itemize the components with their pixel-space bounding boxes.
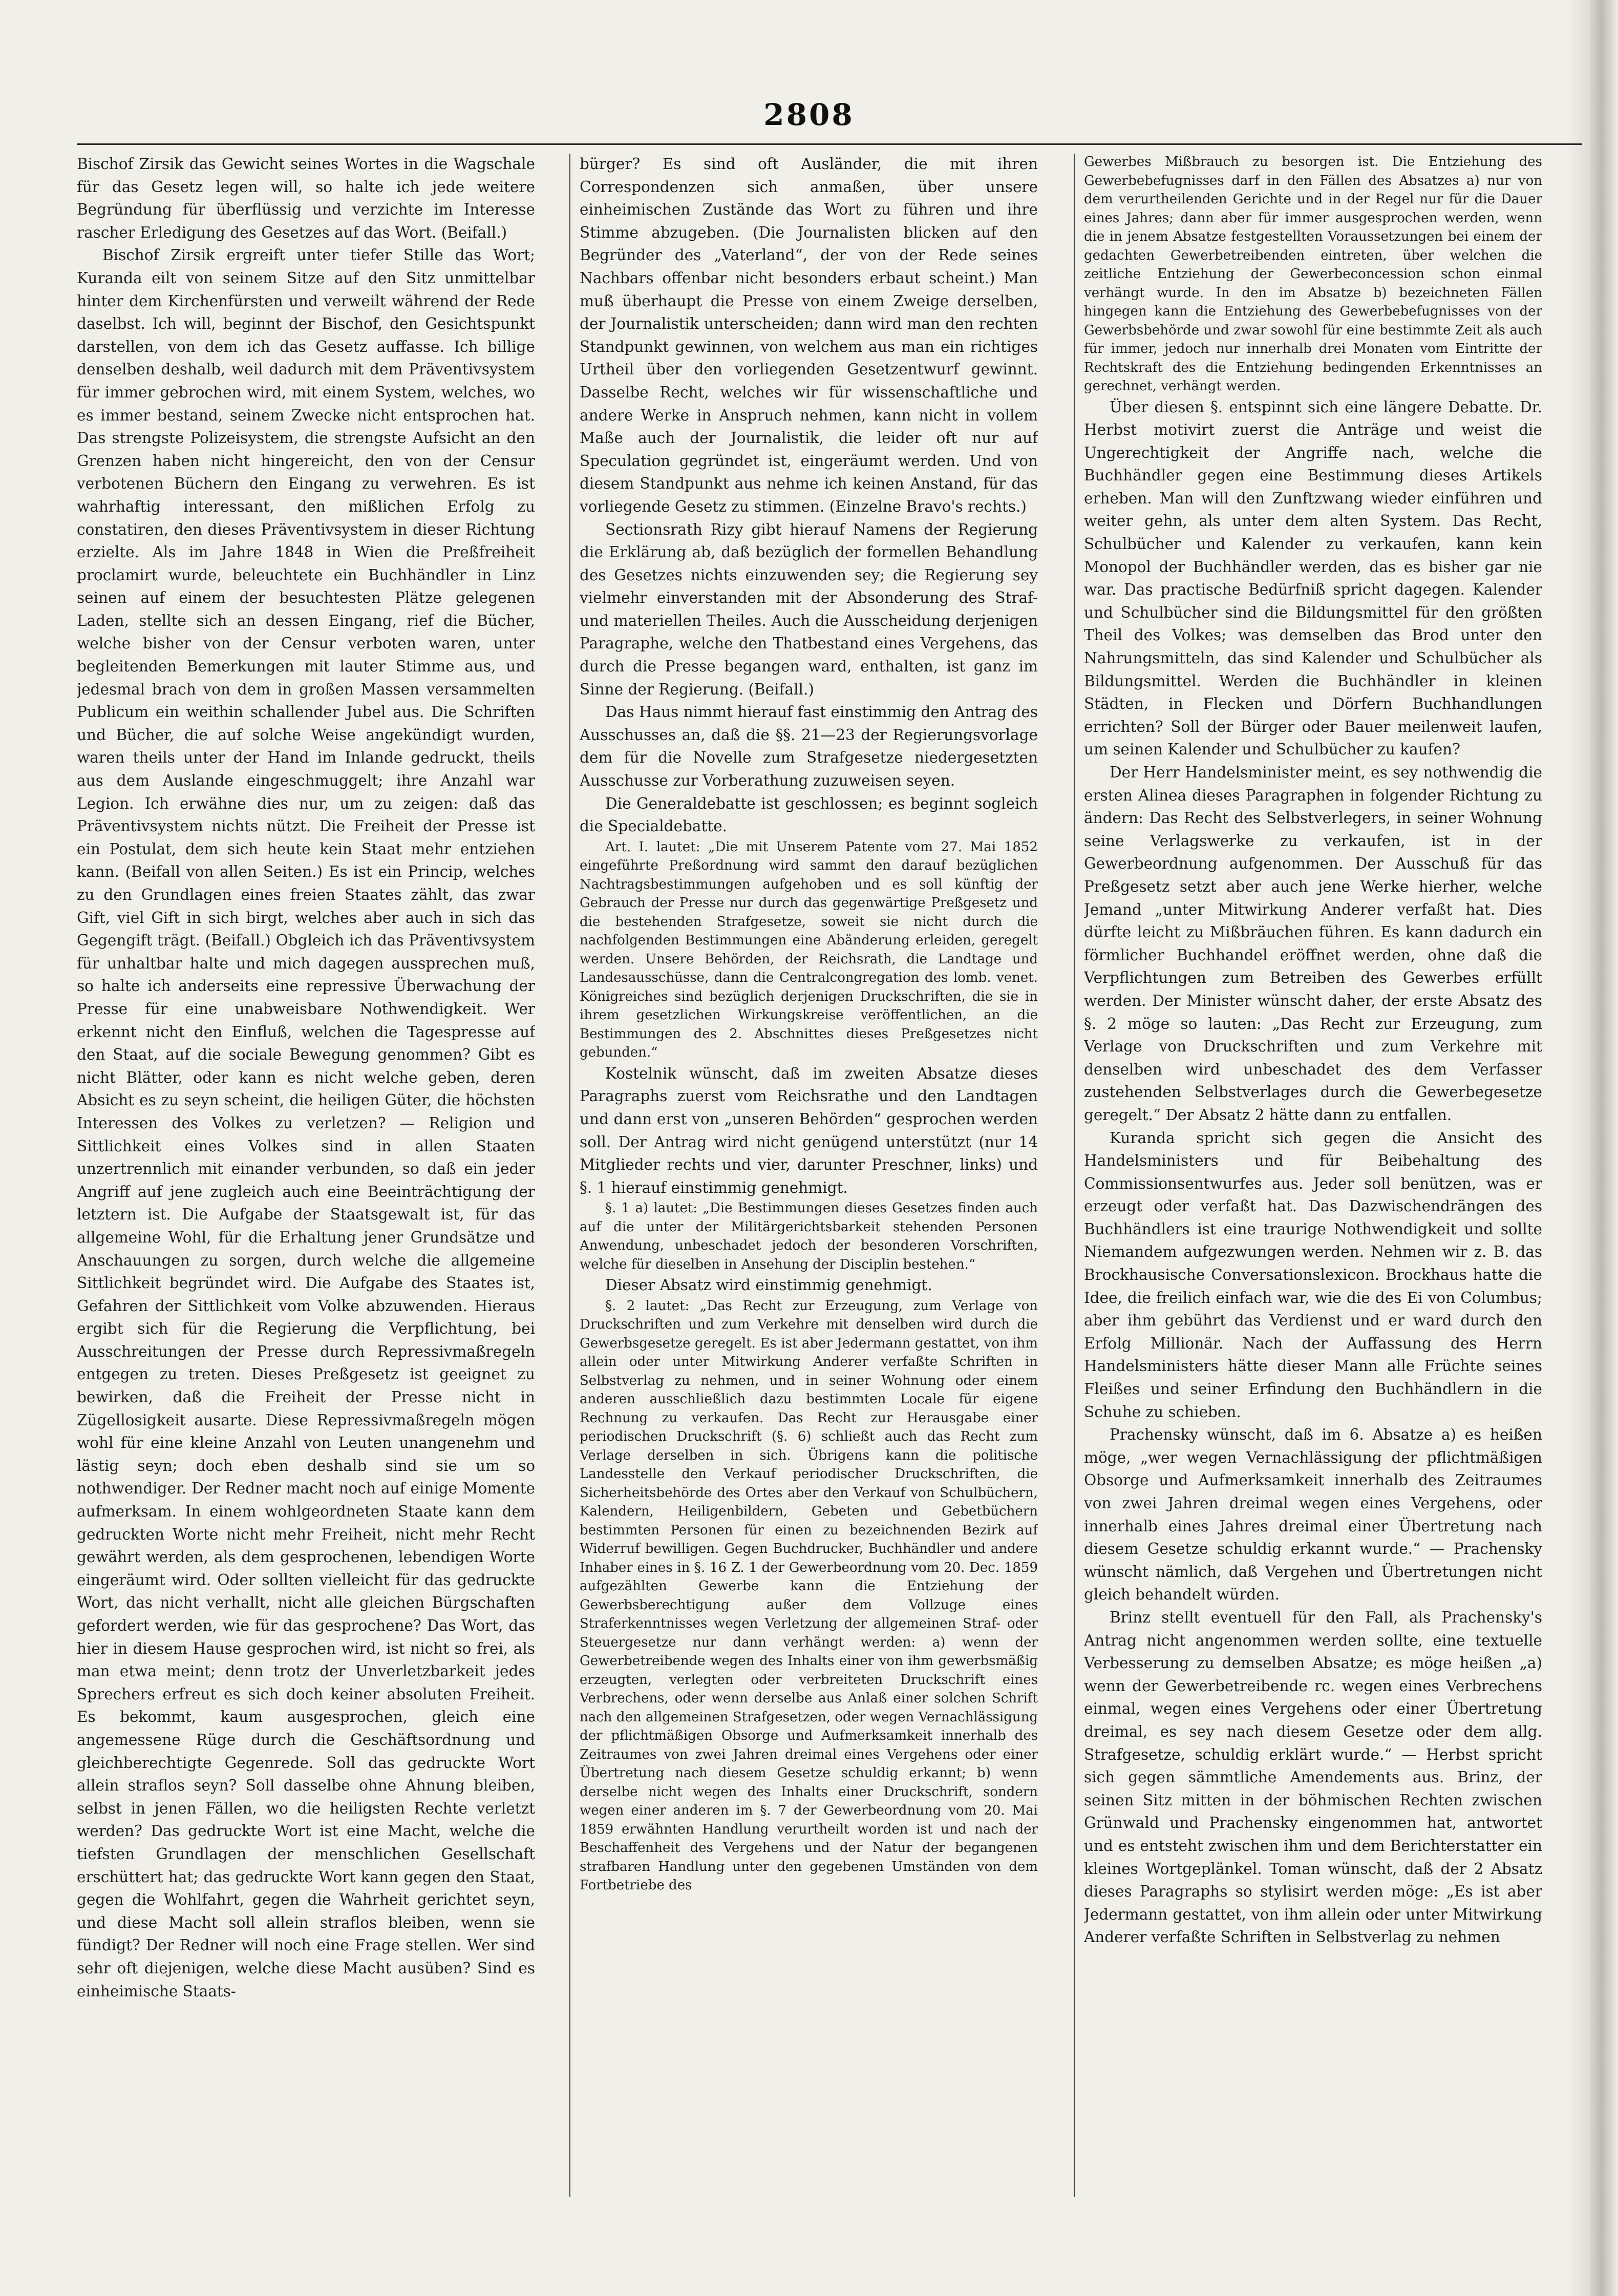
book-spine [1590,0,1618,2296]
column-2-paragraph-7: §. 1 a) lautet: „Die Bestimmungen dieses Gesetzes finden auch auf die unter der Militärgerichtsbarkeit stehenden Personen Anwendung, unbeschadet jedoch der besonderen Vorschriften, welche für dieselben in Ansehung der Disciplin bestehen.“ [580,1200,1038,1272]
column-2 [580,153,1038,2201]
column-3-paragraph-5: Prachensky wünscht, daß im 6. Absatze a) es heißen möge, „wer wegen Vernachlässigung der pflichtmäßigen Obsorge und Aufmerksamkeit innerhalb des Zeitraumes von zwei Jahren dreimal wegen eines Vergehens, oder innerhalb eines Jahres dreimal einer Übertretung nach diesem Gesetze schuldig erkannt wurde.“ — Prachensky wünscht nämlich, daß Vergehen und Übertretungen nicht gleich behandelt würden. [1084,1426,1542,1604]
column-2-paragraph-9: §. 2 lautet: „Das Recht zur Erzeugung, zum Verlage von Druckschriften und zum Verkehre mit denselben wird durch die Gewerbsgesetze geregelt. Es ist aber Jedermann gestattet, von ihm allein oder unter Mitwirkung Anderer verfaßte Schriften in Selbstverlag zu nehmen, und in seiner Wohnung oder einem anderen ausschließlich dazu bestimmten Locale für eigene Rechnung zu verkaufen. Das Recht zur Herausgabe einer periodischen Druckschrift (§. 6) schließt auch das Recht zum Verlage derselben in sich. Übrigens kann die politische Landesstelle den Verkauf periodischer Druckschriften, die Sicherheitsbehörde des Ortes aber den Verkauf von Schulbüchern, Kalendern, Heiligenbildern, Gebeten und Gebetbüchern bestimmten Personen für einen zu bezeichnenden Bezirk auf Widerruf bewilligen. Gegen Buchdrucker, Buchhändler und andere Inhaber eines in §. 16 Z. 1 der Gewerbeordnung vom 20. Dec. 1859 aufgezählten Gewerbe kann die Entziehung der Gewerbsberechtigung außer dem Vollzuge eines Straferkenntnisses wegen Verletzung der allgemeinen Straf- oder Steuergesetze nur dann verhängt werden: a) wenn der Gewerbetreibende wegen des Inhalts einer von ihm gewerbsmäßig erzeugten, verlegten oder verbreiteten Druckschrift eines Verbrechens, oder wenn derselbe aus Anlaß einer solchen Schrift nach den allgemeinen Strafgesetzen, oder wegen Vernachlässigung der pflichtmäßigen Obsorge und Aufmerksamkeit innerhalb des Zeitraumes von zwei Jahren dreimal eines Vergehens oder einer Übertretung nach diesem Gesetze schuldig erkannt; b) wenn derselbe nicht wegen des Inhalts einer Druckschrift, sondern wegen einer anderen im §. 7 der Gewerbeordnung vom 20. Mai 1859 erwähnten Handlung verurtheilt worden ist und nach der Beschaffenheit des Vergehens und der Natur der begangenen strafbaren Handlung unter den gegebenen Umständen von dem Fortbetriebe des [580,1298,1038,1893]
column-2-paragraph-6: Kostelnik wünscht, daß im zweiten Absatze dieses Paragraphs zuerst vom Reichsrathe und den Landtagen und dann erst von „unseren Behörden“ gesprochen werden soll. Der Antrag wird nicht genügend unterstützt (nur 14 Mitglieder rechts und vier, darunter Preschner, links) und §. 1 hierauf einstimmig genehmigt. [580,1064,1038,1196]
column-1-paragraph-1: Bischof Zirsik das Gewicht seines Wortes in die Wagschale für das Gesetz legen will, so halte ich jede weitere Begründung für überflüssig und verzichte im Interesse rascher Erledigung des Gesetzes auf das Wort. (Beifall.) [77,155,535,241]
column-3-paragraph-3: Der Herr Handelsminister meint, es sey nothwendig die ersten Alinea dieses Paragraphen in folgender Richtung zu ändern: Das Recht des Selbstverlegers, in seiner Wohnung seine Verlagswerke zu verkaufen, ist in der Gewerbeordnung aufgenommen. Der Ausschuß für das Preßgesetz setzt aber auch jene Werke hierher, welche Jemand „unter Mitwirkung Anderer verfaßt hat. Dies dürfte leicht zu Mißbräuchen führen. Es kann dadurch ein förmlicher Buchhandel eröffnet werden, ohne daß die Verpflichtungen zum Betreiben des Gewerbes erfüllt werden. Der Minister wünscht daher, der erste Absatz des §. 2 möge so lauten: „Das Recht zur Erzeugung, zum Verlage von Druckschriften und zum Verkehre mit denselben wird unbeschadet des dem Verfasser zustehenden Selbstverlages durch die Gewerbegesetze geregelt.“ Der Absatz 2 hätte dann zu entfallen. [1084,764,1542,1124]
column-rule-left [569,154,570,2197]
column-2-paragraph-3: Das Haus nimmt hierauf fast einstimmig den Antrag des Ausschusses an, daß die §§. 21—23 der Regierungsvorlage dem für die Novelle zum Strafgesetze niedergesetzten Ausschusse zur Vorberathung zuzuweisen seyen. [580,703,1038,790]
gutter-shadow [1567,0,1590,2296]
column-rule-right [1074,154,1075,2197]
column-2-paragraph-4: Die Generaldebatte ist geschlossen; es beginnt sogleich die Specialdebatte. [580,794,1038,835]
column-3-paragraph-4: Kuranda spricht sich gegen die Ansicht des Handelsministers und für Beibehaltung des Commissionsentwurfes aus. Jeder soll benützen, was er erzeugt oder verfaßt hat. Das Dazwischendrängen des Buchhändlers ist eine traurige Nothwendigkeit und sollte Niemandem aufgezwungen werden. Nehmen wir z. B. das Brockhausische Conversationslexicon. Brockhaus hatte die Idee, die freilich einfach war, wie die des Ei von Columbus; aber ihm gebührt das Verdienst und er ward durch den Erfolg Millionär. Nach der Auffassung des Herrn Handelsministers hätte dieser Mann alle Früchte seines Fleißes und seiner Erfindung den Buchhändlern in die Schuhe zu schieben. [1084,1129,1542,1421]
column-1-paragraph-2: Bischof Zirsik ergreift unter tiefer Stille das Wort; Kuranda eilt von seinem Sitze auf den Sitz unmittelbar hinter dem Kirchenfürsten und verweilt während der Rede daselbst. Ich will, beginnt der Bischof, den Gesichtspunkt darstellen, von dem ich das Gesetz auffasse. Ich billige denselben deshalb, weil dadurch mit dem Präventivsystem für immer gebrochen wird, mit einem System, welches, wo es immer bestand, seinem Zwecke nicht entsprochen hat. Das strengste Polizeisystem, die strengste Aufsicht an den Grenzen haben nicht hingereicht, den von der Censur verbotenen Büchern den Eingang zu verwehren. Es ist wahrhaftig interessant, den mißlichen Erfolg zu constatiren, den dieses Präventivsystem in dieser Richtung erzielte. Als im Jahre 1848 in Wien die Preßfreiheit proclamirt wurde, beleuchtete ein Buchhändler in Linz seinen auf einem der besuchtesten Plätze gelegenen Laden, stellte sich an dessen Eingang, rief die Bücher, welche bisher von der Censur verboten waren, unter begleitenden Bemerkungen mit lauter Stimme aus, und jedesmal brach von dem in großen Massen versammelten Publicum ein weithin schallender Jubel aus. Die Schriften und Bücher, die auf solche Weise angekündigt wurden, waren theils unter der Hand im Inlande gedruckt, theils aus dem Auslande eingeschmuggelt; ihre Anzahl war Legion. Ich erwähne dies nur, um zu zeigen: daß das Präventivsystem nichts nützt. Die Freiheit der Presse ist ein Postulat, dem sich heute kein Staat mehr entziehen kann. (Beifall von allen Seiten.) Es ist ein Princip, welches zu den Grundlagen eines freien Staates zählt, das zwar Gift, viel Gift in sich birgt, welches aber auch in sich das Gegengift trägt. (Beifall.) Obgleich ich das Präventivsystem für unhaltbar halte und mich dagegen aussprechen muß, so halte ich anderseits eine repressive Überwachung der Presse für eine unabweisbare Nothwendigkeit. Wer erkennt nicht den Einfluß, welchen die Tagespresse auf den Staat, auf die sociale Bewegung genommen? Gibt es nicht Blätter, oder kann es nicht welche geben, deren Absicht es zu seyn scheint, die heiligen Güter, die höchsten Interessen des Volkes zu verletzen? — Religion und Sittlichkeit eines Volkes sind in allen Staaten unzertrennlich mit einander verbunden, so daß ein jeder Angriff auf jene zugleich auch eine Beeinträchtigung der letztern ist. Die Aufgabe der Staatsgewalt ist, für das allgemeine Wohl, für die Erhaltung jener Grundsätze und Anschauungen zu sorgen, durch welche die allgemeine Sittlichkeit begründet wird. Die Aufgabe des Staates ist, Gefahren der Sittlichkeit vom Volke abzuwenden. Hieraus ergibt sich für die Regierung die Verpflichtung, bei Ausschreitungen der Presse durch Repressivmaßregeln entgegen zu treten. Dieses Preßgesetz ist geeignet zu bewirken, daß die Freiheit der Presse nicht in Zügellosigkeit ausarte. Diese Repressivmaßregeln mögen wohl für eine kleine Anzahl von Leuten unangenehm und lästig seyn; doch eben deshalb sind sie um so nothwendiger. Der Redner macht noch auf einige Momente aufmerksam. In einem wohlgeordneten Staate kann dem gedruckten Worte nicht mehr Freiheit, nicht mehr Recht gewährt werden, als dem gesprochenen, lebendigen Worte eingeräumt wird. Oder sollten vielleicht für das gedruckte Wort, das nicht verhallt, nicht alle gleichen Bürgschaften gefordert werden, wie für das gesprochene? Das Wort, das hier in diesem Hause gesprochen wird, ist nicht so frei, als man etwa meint; denn trotz der Unverletzbarkeit jedes Sprechers erfreut es sich doch keiner absoluten Freiheit. Es bekommt, kaum ausgesprochen, gleich eine angemessene Rüge durch die Geschäftsordnung und gleichberechtigte Gegenrede. Soll das gedruckte Wort allein straflos seyn? Soll dasselbe ohne Ahnung bleiben, selbst in jenen Fällen, wo die heiligsten Rechte verletzt werden? Das gedruckte Wort ist eine Macht, welche die tiefsten Grundlagen der menschlichen Gesellschaft erschüttert hat; das gedruckte Wort kann gegen den Staat, gegen die Wohlfahrt, gegen die Wahrheit gerichtet seyn, und diese Macht soll allein straflos bleiben, wenn sie fündigt? Der Redner will noch eine Frage stellen. Wer sind sehr oft diejenigen, welche diese Macht ausüben? Sind es einheimische Staats- [77,246,535,2000]
column-1 [77,153,535,2201]
column-2-paragraph-2: Sectionsrath Rizy gibt hierauf Namens der Regierung die Erklärung ab, daß bezüglich der formellen Behandlung des Gesetzes nichts einzuwenden sey; die Regierung sey vielmehr einverstanden mit der Absonderung des Straf- und materiellen Theiles. Auch die Ausscheidung derjenigen Paragraphe, welche den Thatbestand eines Vergehens, das durch die Presse begangen ward, enthalten, ist ganz im Sinne der Regierung. (Beifall.) [580,520,1038,698]
column-2-paragraph-1: bürger? Es sind oft Ausländer, die mit ihren Correspondenzen sich anmaßen, über unsere einheimischen Zustände das Wort zu führen und ihre Stimme abzugeben. (Die Journalisten blicken auf den Begründer des „Vaterland“, der von der Rede seines Nachbars offenbar nicht besonders erbaut scheint.) Man muß überhaupt die Presse von einem Zweige derselben, der Journalistik unterscheiden; dann wird man den rechten Standpunkt gewinnen, von welchem aus man ein richtiges Urtheil über den vorliegenden Gesetzentwurf gewinnt. Dasselbe Recht, welches wir für wissenschaftliche und andere Werke in Anspruch nehmen, kann nicht in vollem Maße auch der Journalistik, die leider oft nur auf Speculation gegründet ist, eingeräumt werden. Und von diesem Standpunkt aus nehme ich keinen Anstand, für das vorliegende Gesetz zu stimmen. (Einzelne Bravo's rechts.) [580,155,1038,515]
column-2-paragraph-5: Art. I. lautet: „Die mit Unserem Patente vom 27. Mai 1852 eingeführte Preßordnung wird sammt den darauf bezüglichen Nachtragsbestimmungen aufgehoben und es soll künftig der Gebrauch der Presse nur durch das gegenwärtige Preßgesetz und die bestehenden Strafgesetze, soweit sie nicht durch die nachfolgenden Bestimmungen eine Abänderung erleiden, geregelt werden. Unsere Behörden, der Reichsrath, die Landtage und Landesausschüsse, dann die Centralcongregation des lomb. venet. Königreiches sind bezüglich derjenigen Druckschriften, die sie in ihrem gesetzlichen Wirkungskreise veröffentlichen, an die Bestimmungen des 2. Abschnittes dieses Preßgesetzes nicht gebunden.“ [580,839,1038,1061]
column-3-paragraph-6: Brinz stellt eventuell für den Fall, als Prachensky's Antrag nicht angenommen werden sollte, eine textuelle Verbesserung zu demselben Absatze; es möge heißen „a) wenn der Gewerbetreibende rc. wegen eines Verbrechens einmal, wegen eines Vergehens oder einer Übertretung dreimal, es sey nach diesem Gesetze oder dem allg. Strafgesetze, schuldig erklärt wurde.“ — Herbst spricht sich gegen sämmtliche Amendements aus. Brinz, der seinen Sitz mitten in der böhmischen Rechten zwischen Grünwald und Prachensky eingenommen hat, antwortet und es entsteht zwischen ihm und dem Berichterstatter ein kleines Wortgeplänkel. Toman wünscht, daß der 2 Absatz dieses Paragraphs so stylisirt werden möge: „Es ist aber Jedermann gestattet, von ihm allein oder unter Mitwirkung Anderer verfaßte Schriften in Selbstverlag zu nehmen [1084,1608,1542,1946]
page-number: 2808 [763,97,855,132]
column-3 [1084,153,1542,2201]
header-rule [77,143,1582,145]
column-3-paragraph-1: Gewerbes Mißbrauch zu besorgen ist. Die Entziehung des Gewerbebefugnisses darf in den Fällen des Absatzes a) nur von dem verurtheilenden Gerichte und in der Regel nur für die Dauer eines Jahres; dann aber für immer ausgesprochen werden, wenn die in jenem Absatze festgestellten Voraussetzungen bei einem der gedachten Gewerbetreibenden eintreten, über welchen die zeitliche Entziehung der Gewerbeconcession schon einmal verhängt wurde. In den im Absatze b) bezeichneten Fällen hingegen kann die Entziehung des Gewerbebefugnisses von der Gewerbsbehörde und zwar sowohl für eine bestimmte Zeit als auch für immer, jedoch nur innerhalb drei Monaten vom Eintritte der Rechtskraft des die Entziehung bedingenden Erkenntnisses an gerechnet, verhängt werden. [1084,154,1542,394]
column-2-paragraph-8: Dieser Absatz wird einstimmig genehmigt. [605,1276,932,1294]
column-3-paragraph-2: Über diesen §. entspinnt sich eine längere Debatte. Dr. Herbst motivirt zuerst die Anträge und weist die Ungerechtigkeit der Angriffe nach, welche die Buchhändler gegen eine Bestimmung dieses Artikels erheben. Man will den Zunftzwang wieder einführen und weiter gehn, als unter dem alten System. Das Recht, Schulbücher und Kalender zu verkaufen, kann kein Monopol der Buchhändler werden, das es bisher gar nie war. Das practische Bedürfniß spricht dagegen. Kalender und Schulbücher sind die Bildungsmittel für den größten Theil des Volkes; was demselben das Brod unter den Nahrungsmitteln, das sind Kalender und Schulbücher als Bildungsmittel. Werden die Buchhändler in kleinen Städten, in Flecken und Dörfern Buchhandlungen errichten? Soll der Bürger oder Bauer meilenweit laufen, um seinen Kalender und Schulbücher zu kaufen? [1084,398,1542,759]
